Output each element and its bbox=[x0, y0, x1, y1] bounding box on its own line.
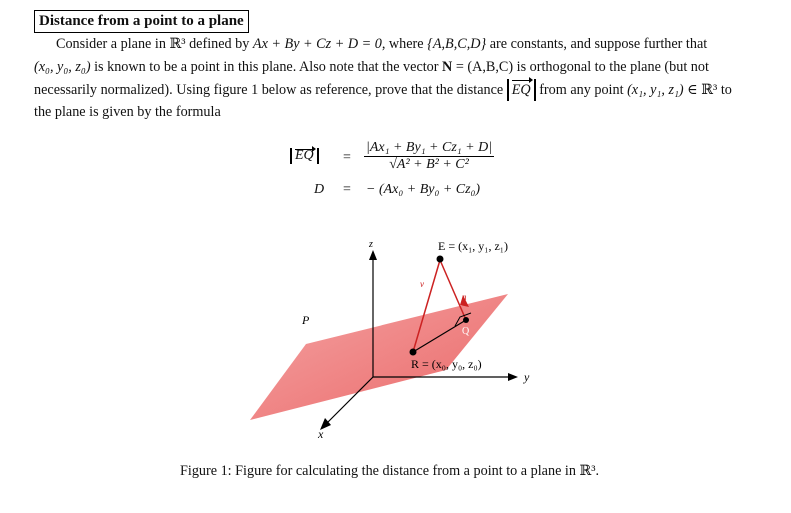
y-arrow-icon bbox=[508, 373, 518, 381]
point-e-label: E = (x₁, y₁, z₁) bbox=[438, 239, 508, 253]
d-rhs: − (Ax₀ + By₀ + Cz₀) bbox=[366, 182, 481, 197]
text: = (A,B,C) is orthogonal to the plane (but not bbox=[452, 58, 709, 75]
reals-symbol: ℝ³ bbox=[701, 81, 718, 98]
vector-v-label: v bbox=[420, 279, 424, 289]
point-q-label: Q bbox=[462, 326, 470, 337]
text: from any point bbox=[535, 81, 628, 98]
equals-sign: = bbox=[343, 150, 351, 165]
reals-symbol: ℝ³ bbox=[169, 36, 186, 52]
text: defined by bbox=[185, 36, 253, 52]
plane-label: P bbox=[302, 313, 310, 327]
axis-z-label: z bbox=[369, 239, 373, 250]
text: are constants, and suppose further that bbox=[486, 36, 708, 52]
fraction-numerator: |Ax₁ + By₁ + Cz₁ + D| bbox=[366, 140, 493, 155]
point-e bbox=[437, 256, 444, 263]
figure-caption: Figure 1: Figure for calculating the distance from a point to a plane in ℝ³. bbox=[180, 463, 600, 479]
axis-y-label: y bbox=[524, 370, 530, 384]
text: necessarily normalized). Using figure 1 below as reference, prove that the distance bbox=[34, 81, 507, 98]
text: to bbox=[717, 81, 732, 98]
axis-x-label: x bbox=[318, 427, 324, 441]
text: Consider a plane in bbox=[56, 36, 170, 52]
point-q bbox=[463, 317, 469, 323]
equals-sign: = bbox=[343, 182, 351, 197]
section-title: Distance from a point to a plane bbox=[34, 10, 249, 33]
text: is known to be a point in this plane. Also note that the vector bbox=[90, 58, 443, 75]
point-r bbox=[410, 349, 417, 356]
point-e-coords: (x₁, y₁, z₁) ∈ bbox=[627, 81, 702, 98]
constants-set: {A,B,C,D} bbox=[427, 36, 487, 52]
point-coords: (x₀, y₀, z₀) bbox=[34, 58, 91, 75]
vector-n-label: n bbox=[462, 292, 467, 302]
d-lhs: D bbox=[314, 182, 325, 197]
point-r-label: R = (x₀, y₀, z₀) bbox=[411, 357, 482, 371]
text: the plane is given by the formula bbox=[34, 104, 221, 121]
fraction-denominator: √A² + B² + C² bbox=[389, 157, 469, 172]
normal-vector-symbol: N bbox=[442, 58, 453, 75]
z-arrow-icon bbox=[369, 250, 377, 260]
vector-eq: EQ bbox=[295, 148, 314, 163]
vector-eq: EQ bbox=[512, 79, 531, 102]
text: , where bbox=[381, 36, 428, 52]
plane-equation: Ax + By + Cz + D = 0 bbox=[252, 36, 382, 52]
